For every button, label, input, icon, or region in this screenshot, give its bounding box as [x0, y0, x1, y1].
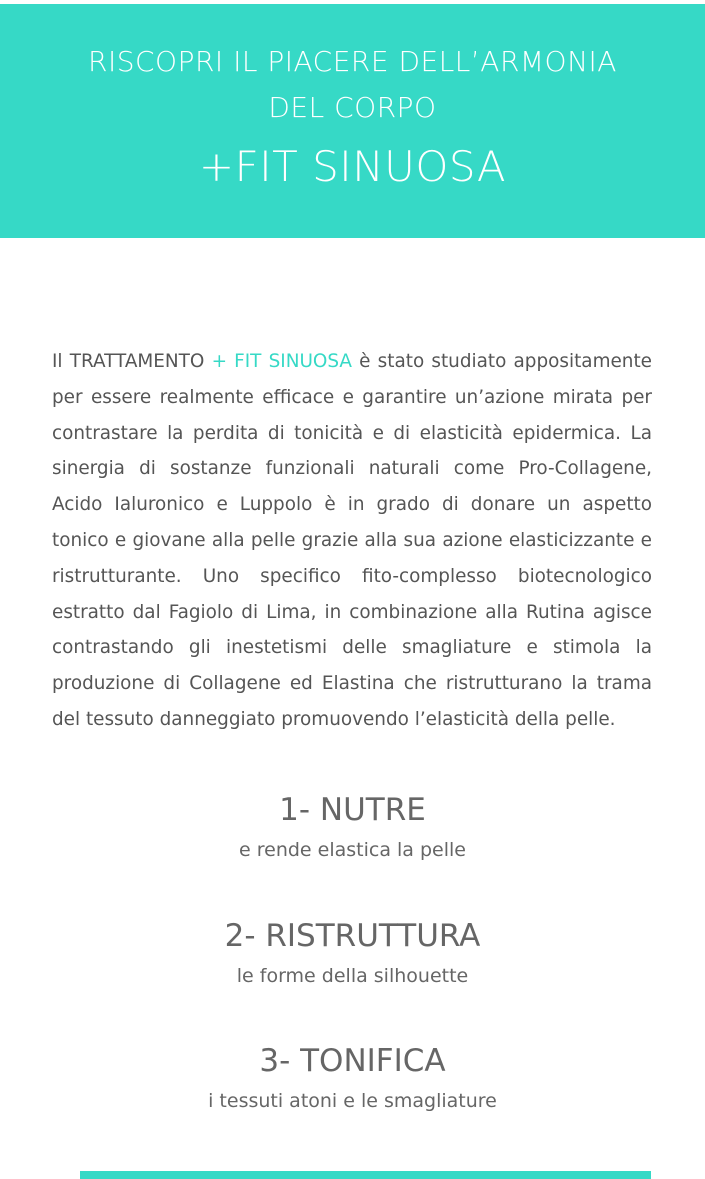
description-body: è stato studiato appositamente per essere realmente efficace e garantire un’azione mirata per contrastare la perdita di tonicità e di elasticità epidermica. La sinergia di sostanze funzionali naturali come Pro-Collagene, Acido Ialuronico e Luppolo è in grado di donare un aspetto tonico e giovane alla pelle grazie alla sua azione elasticizzante e ristrutturante. Uno specifico fito-complesso biotecnologico estratto dal Fagiolo di Lima, in combinazione alla Rutina agisce contrastando gli inestetismi delle smagliature e stimola la produzione di Collagene ed Elastina che ristrutturano la trama del tessuto danneggiato promuovendo l’elasticità della pelle.	[52, 351, 652, 730]
hero-banner	[0, 4, 705, 238]
feature-title: 2- RISTRUTTURA	[224, 918, 481, 954]
feature-subtitle: i tessuti atoni e le smagliature	[208, 1090, 497, 1112]
feature-title: 3- TONIFICA	[259, 1043, 446, 1079]
treatment-description	[52, 344, 652, 738]
feature-ristruttura	[0, 916, 705, 990]
feature-tonifica	[0, 1041, 705, 1115]
feature-subtitle: le forme della silhouette	[236, 965, 469, 987]
feature-subtitle: e rende elastica la pelle	[239, 839, 466, 861]
description-product-highlight: + FIT SINUOSA	[211, 351, 352, 372]
hero-tagline-line-2: DEL CORPO	[268, 91, 437, 124]
hero-product-name: +FIT SINUOSA	[198, 142, 507, 191]
feature-nutre	[0, 790, 705, 864]
hero-tagline-line-1: RISCOPRI IL PIACERE DELL’ARMONIA	[88, 45, 617, 78]
feature-title: 1- NUTRE	[279, 792, 426, 828]
description-intro: Il TRATTAMENTO	[52, 351, 212, 372]
cta-button-partial[interactable]	[80, 1171, 651, 1179]
